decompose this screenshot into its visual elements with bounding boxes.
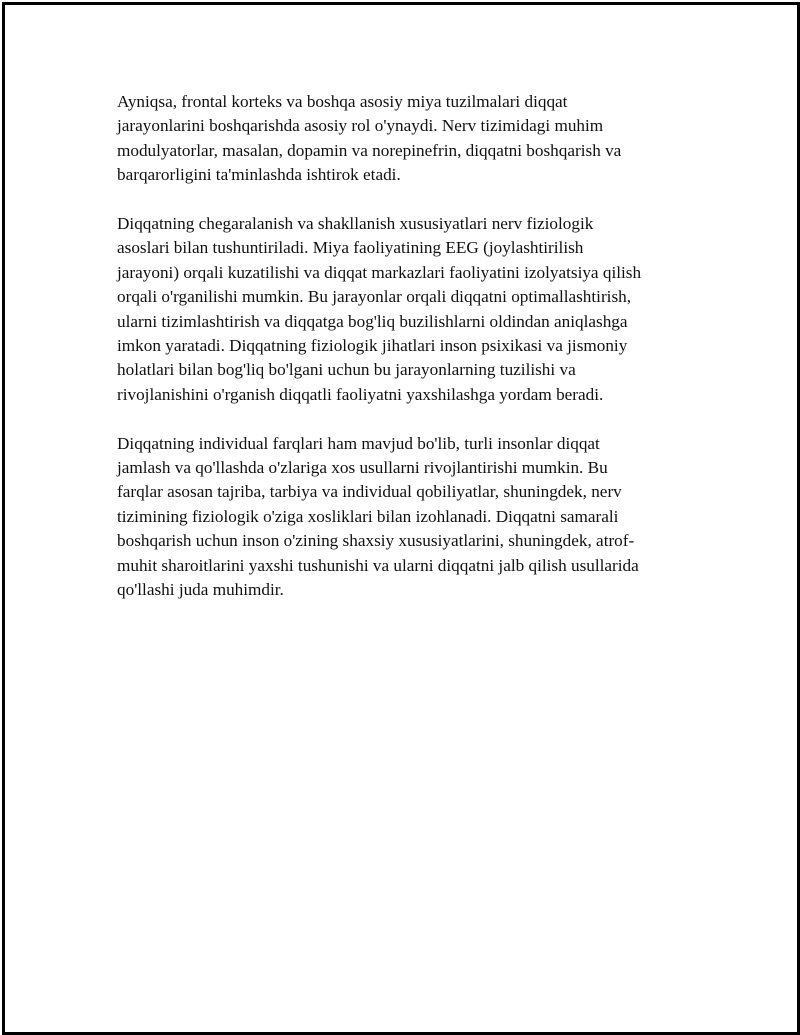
document-body: [117, 90, 682, 627]
paragraph-2: [117, 212, 682, 407]
paragraph-3: [117, 432, 682, 603]
text-line: barqarorligini ta'minlashda ishtirok etadi.: [117, 165, 401, 185]
text-line: farqlar asosan tajriba, tarbiya va individual qobiliyatlar, shuningdek, nerv: [117, 482, 622, 502]
text-line: jarayonlarini boshqarishda asosiy rol o'ynaydi. Nerv tizimidagi muhim: [117, 116, 604, 136]
text-line: jarayoni) orqali kuzatilishi va diqqat markazlari faoliyatini izolyatsiya qilish: [117, 262, 642, 282]
text-line: Diqqatning individual farqlari ham mavjud bo'lib, turli insonlar diqqat: [117, 433, 600, 453]
text-line: asoslari bilan tushuntiriladi. Miya faoliyatining EEG (joylashtirilish: [117, 238, 584, 258]
text-line: qo'llashi juda muhimdir.: [117, 580, 284, 600]
text-line: tizimining fiziologik o'ziga xosliklari bilan izohlanadi. Diqqatni samarali: [117, 506, 619, 526]
text-line: Ayniqsa, frontal korteks va boshqa asosiy miya tuzilmalari diqqat: [117, 92, 568, 111]
text-line: modulyatorlar, masalan, dopamin va norepinefrin, diqqatni boshqarish va: [117, 140, 622, 160]
text-line: Diqqatning chegaralanish va shakllanish xususiyatlari nerv fiziologik: [117, 214, 594, 234]
text-line: holatlari bilan bog'liq bo'lgani uchun bu jarayonlarning tuzilishi va: [117, 360, 576, 380]
text-line: orqali o'rganilishi mumkin. Bu jarayonlar orqali diqqatni optimallashtirish,: [117, 287, 632, 307]
paragraph-1: [117, 90, 682, 188]
text-line: imkon yaratadi. Diqqatning fiziologik jihatlari inson psixikasi va jismoniy: [117, 336, 628, 356]
text-line: jamlash va qo'llashda o'zlariga xos usullarni rivojlantirishi mumkin. Bu: [117, 458, 608, 478]
text-line: rivojlanishini o'rganish diqqatli faoliyatni yaxshilashga yordam beradi.: [117, 384, 604, 404]
text-line: muhit sharoitlarini yaxshi tushunishi va ularni diqqatni jalb qilish usullarida: [117, 555, 639, 575]
text-line: boshqarish uchun inson o'zining shaxsiy xususiyatlarini, shuningdek, atrof-: [117, 531, 635, 551]
text-line: ularni tizimlashtirish va diqqatga bog'liq buzilishlarni oldindan aniqlashga: [117, 311, 628, 331]
